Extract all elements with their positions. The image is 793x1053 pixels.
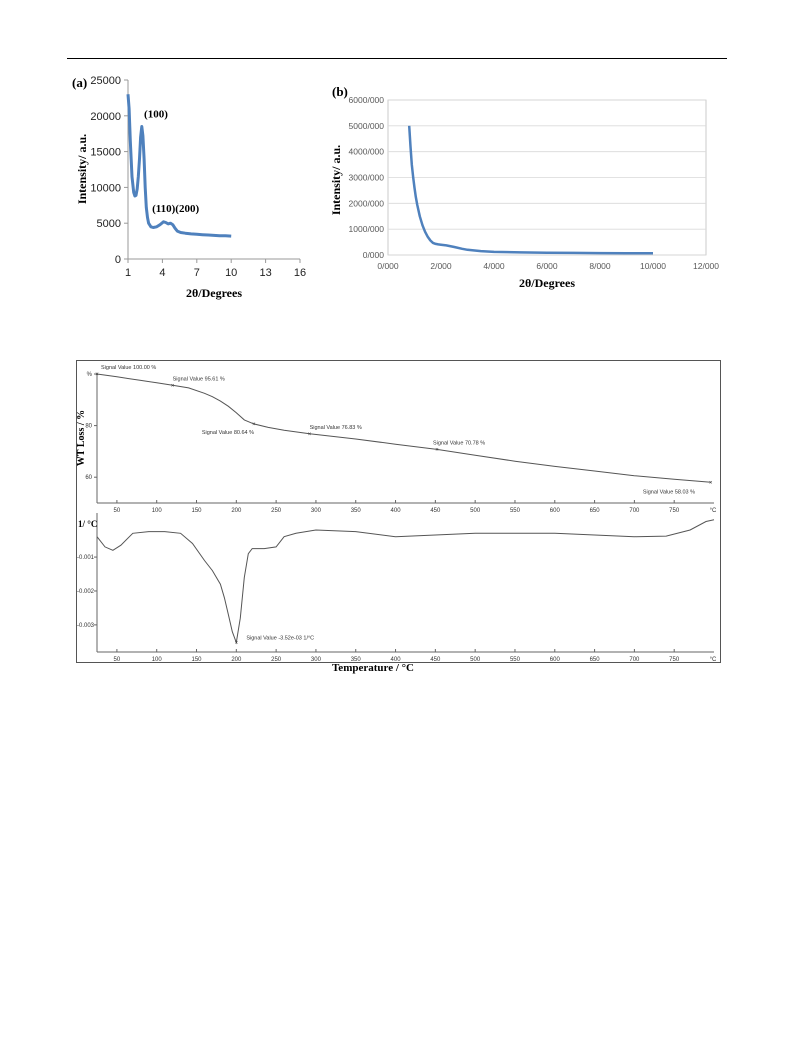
tga-marker: × (435, 447, 439, 454)
thermal-x-axis-title: Temperature / °C (331, 662, 415, 674)
dtg-y-tick-label: -0.002 (76, 588, 94, 595)
tga-marker: × (307, 431, 312, 438)
thermal-x-tick-label: 650 (589, 657, 600, 663)
thermal-x-tick-label: 300 (310, 508, 321, 514)
tga-signal-label: Signal Value 76.83 % (309, 424, 362, 431)
tga-signal-label: Signal Value 100.00 % (101, 365, 157, 371)
tga-marker: × (252, 421, 256, 428)
thermal-x-tick-label: 50 (113, 508, 121, 514)
b-x-tick-label: 6/000 (536, 261, 558, 271)
thermal-x-tick-label: 500 (470, 508, 481, 514)
thermal-x-tick-label: 150 (191, 508, 202, 514)
b-x-tick-label: 8/000 (589, 261, 611, 271)
a-x-tick-label: 10 (225, 267, 238, 279)
tga-signal-label: Signal Value 58.03 % (642, 489, 696, 496)
thermal-x-tick-label: 550 (509, 508, 520, 514)
a-y-tick-label: 25000 (90, 75, 121, 87)
a-panel-label: (a) (72, 75, 88, 90)
thermal-x-tick-label: 300 (310, 657, 321, 663)
dtg-signal-label: Signal Value -3.52e-03 1/°C (246, 635, 315, 642)
thermal-x-tick-label: 350 (350, 657, 361, 663)
tga-marker: × (170, 383, 175, 390)
chart-a (60, 68, 320, 308)
b-x-tick-label: 10/000 (640, 261, 666, 271)
b-panel-label: (b) (332, 84, 348, 99)
b-y-tick-label: 3000/000 (348, 172, 384, 183)
tga-y-axis-title: WT Loss / % (76, 409, 87, 467)
dtg-y-tick-label: -0.003 (76, 622, 94, 629)
thermal-x-tick-label: 150 (191, 657, 202, 663)
a-y-tick-label: 20000 (90, 110, 121, 123)
b-x-tick-label: 12/000 (693, 261, 719, 271)
a-y-tick-label: 5000 (96, 218, 121, 231)
b-y-tick-label: 4000/000 (348, 146, 384, 157)
tga-y-tick-label: 60 (85, 475, 92, 482)
thermal-x-unit: °C (709, 508, 717, 514)
a-y-tick-label: 15000 (90, 146, 121, 159)
b-y-tick-label: 2000/000 (348, 198, 384, 209)
thermal-x-tick-label: 400 (390, 508, 401, 514)
a-x-axis-title: 2θ/Degrees (185, 286, 243, 300)
thermal-x-tick-label: 250 (271, 657, 282, 663)
b-y-axis-title: Intensity/ a.u. (329, 144, 343, 216)
thermal-x-tick-label: 250 (271, 508, 282, 514)
b-y-tick-label: 0/000 (362, 250, 384, 260)
thermal-x-tick-label: 100 (151, 657, 162, 663)
a-y-tick-label: 0 (114, 254, 121, 266)
dtg-y-axis-title: 1/ °C (78, 519, 98, 529)
thermal-x-tick-label: 550 (509, 657, 520, 663)
thermal-x-unit: °C (709, 657, 717, 663)
b-x-tick-label: 4/000 (483, 261, 505, 271)
tga-signal-label: Signal Value 95.61 % (172, 376, 225, 383)
chart-thermal (76, 360, 724, 678)
dtg-y-tick-label: -0.001 (76, 555, 94, 562)
dtg-marker: × (234, 640, 239, 647)
thermal-x-tick-label: 500 (470, 657, 481, 663)
thermal-x-tick-label: 700 (629, 657, 640, 663)
thermal-x-tick-label: 700 (629, 508, 640, 514)
thermal-x-tick-label: 50 (113, 657, 121, 663)
a-y-tick-label: 10000 (90, 182, 121, 195)
b-x-axis-title: 2θ/Degrees (518, 276, 576, 290)
b-y-tick-label: 1000/000 (348, 224, 384, 235)
a-peak-label: (110)(200) (152, 202, 200, 215)
b-x-tick-label: 0/000 (377, 261, 399, 271)
tga-y-tick-label: % (86, 372, 92, 378)
thermal-x-tick-label: 200 (231, 508, 242, 514)
b-y-tick-label: 5000/000 (348, 120, 384, 131)
a-x-tick-label: 4 (159, 267, 166, 279)
a-x-tick-label: 1 (124, 267, 132, 279)
chart-b (320, 80, 730, 300)
thermal-x-tick-label: 750 (669, 508, 680, 514)
tga-y-tick-label: 80 (85, 423, 92, 430)
thermal-x-tick-label: 450 (430, 657, 441, 663)
thermal-x-tick-label: 200 (231, 657, 242, 663)
thermal-x-tick-label: 650 (589, 508, 600, 514)
a-x-tick-label: 13 (259, 267, 272, 279)
a-x-tick-label: 16 (293, 267, 307, 279)
tga-signal-label: Signal Value 70.78 % (432, 440, 486, 447)
b-y-tick-label: 6000/000 (348, 95, 384, 105)
thermal-x-tick-label: 600 (549, 508, 560, 514)
tga-marker: × (95, 372, 99, 378)
thermal-x-tick-label: 750 (669, 657, 680, 663)
thermal-x-tick-label: 400 (390, 657, 401, 663)
tga-marker: × (709, 480, 713, 487)
b-x-tick-label: 2/000 (430, 261, 452, 271)
a-x-tick-label: 7 (193, 267, 200, 279)
header-rule (67, 58, 727, 59)
tga-signal-label: Signal Value 80.64 % (201, 429, 255, 436)
thermal-x-tick-label: 100 (151, 508, 162, 514)
a-peak-label: (100) (144, 108, 168, 121)
thermal-x-tick-label: 600 (549, 657, 560, 663)
thermal-x-tick-label: 450 (430, 508, 441, 514)
a-y-axis-title: Intensity/ a.u. (75, 133, 89, 205)
thermal-x-tick-label: 350 (350, 508, 361, 514)
